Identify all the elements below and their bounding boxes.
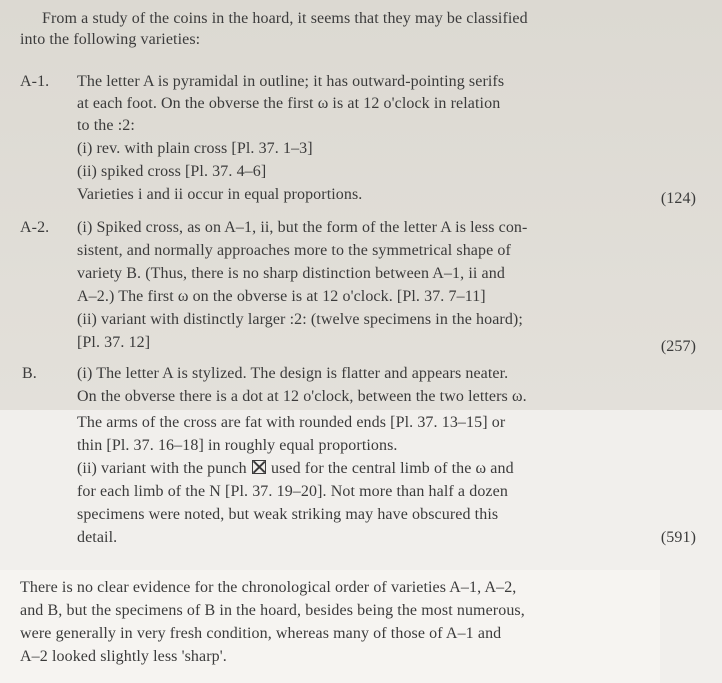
b-line-1: (i) The letter A is stylized. The design is flatter and appears neater. <box>77 365 509 382</box>
b-line-8: detail. <box>77 529 118 546</box>
a1-count: (124) <box>660 190 696 207</box>
b-count: (591) <box>660 529 696 546</box>
a1-line-3: to the :2: <box>77 117 135 134</box>
conclusion-line-1: There is no clear evidence for the chronological order of varieties A–1, A–2, <box>20 579 517 596</box>
b-line-6: for each limb of the N [Pl. 37. 19–20]. Not more than half a dozen <box>77 483 508 500</box>
a1-line-1: The letter A is pyramidal in outline; it has outward-pointing serifs <box>77 73 505 90</box>
conclusion-line-2: and B, but the specimens of B in the hoard, besides being the most numerous, <box>20 602 525 619</box>
a1-line-5: (ii) spiked cross [Pl. 37. 4–6] <box>77 163 267 180</box>
a1-line-6: Varieties i and ii occur in equal proportions. <box>77 186 363 203</box>
a2-line-3: variety B. (Thus, there is no sharp distinction between A–1, ii and <box>77 265 505 282</box>
b-line-5-start: (ii) variant with the punch <box>77 460 247 477</box>
a2-line-6: [Pl. 37. 12] <box>77 334 151 351</box>
variety-label-a1: A-1. <box>20 73 50 90</box>
b-line-3: The arms of the cross are fat with rounded ends [Pl. 37. 13–15] or <box>77 414 506 431</box>
a1-line-4: (i) rev. with plain cross [Pl. 37. 1–3] <box>77 140 313 157</box>
b-line-7: specimens were noted, but weak striking may have obscured this <box>77 506 499 523</box>
intro-line-2: into the following varieties: <box>20 31 201 48</box>
a2-line-5: (ii) variant with distinctly larger :2: (twelve specimens in the hoard); <box>77 311 523 328</box>
b-line-4: thin [Pl. 37. 16–18] in roughly equal proportions. <box>77 437 398 454</box>
a2-count: (257) <box>660 338 696 355</box>
punch-glyph-icon <box>252 460 266 474</box>
b-line-5-end: used for the central limb of the ω and <box>270 460 514 477</box>
conclusion-line-4: A–2 looked slightly less 'sharp'. <box>20 648 227 665</box>
a1-line-2: at each foot. On the obverse the first ω is at 12 o'clock in relation <box>77 95 501 112</box>
variety-label-b: B. <box>22 365 37 382</box>
b-line-2: On the obverse there is a dot at 12 o'clock, between the two letters ω. <box>77 388 527 405</box>
conclusion-line-3: were generally in very fresh condition, whereas many of those of A–1 and <box>20 625 502 642</box>
variety-label-a2: A-2. <box>20 219 50 236</box>
a2-line-2: sistent, and normally approaches more to the symmetrical shape of <box>77 242 511 259</box>
b-line-5 <box>77 459 514 479</box>
intro-line-1: From a study of the coins in the hoard, it seems that they may be classified <box>42 10 528 27</box>
a2-line-1: (i) Spiked cross, as on A–1, ii, but the form of the letter A is less con- <box>77 219 528 236</box>
a2-line-4: A–2.) The first ω on the obverse is at 12 o'clock. [Pl. 37. 7–11] <box>77 288 486 305</box>
